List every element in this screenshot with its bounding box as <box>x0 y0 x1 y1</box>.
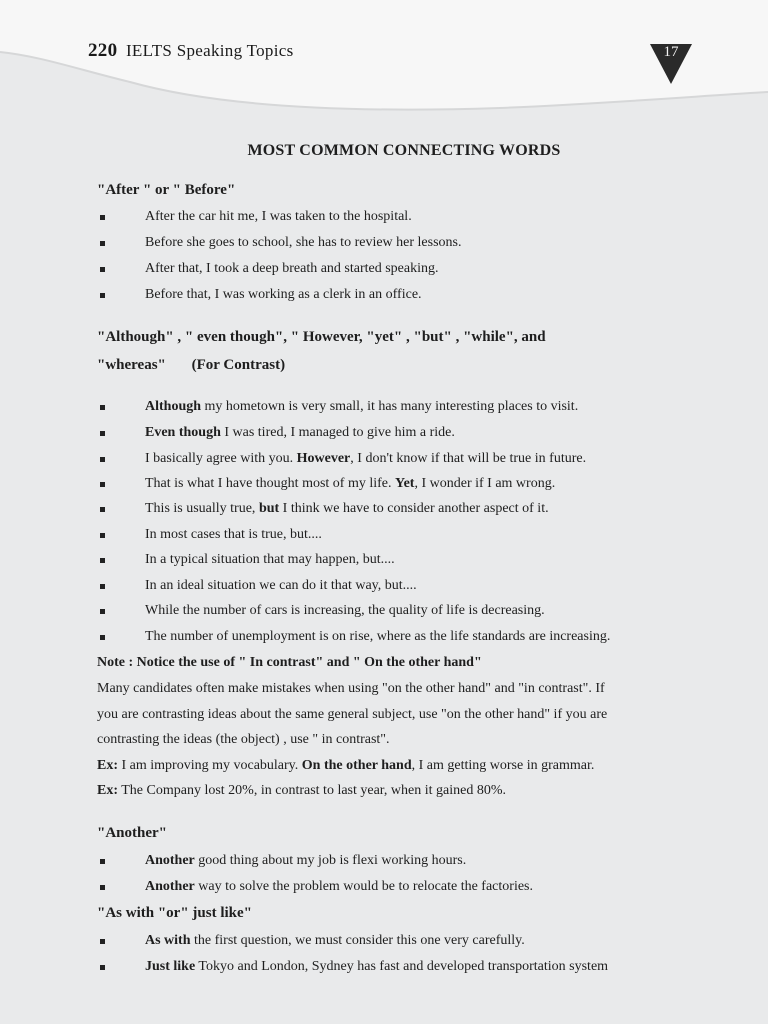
running-header <box>88 40 294 62</box>
note-paragraph-line: contrasting the ideas (the object) , use " in contrast". <box>97 732 390 747</box>
bullet-icon <box>100 457 105 462</box>
bullet-icon <box>100 609 105 614</box>
note-paragraph-line: Many candidates often make mistakes when using "on the other hand" and "in contrast". If <box>97 681 605 696</box>
bullet-icon <box>100 293 105 298</box>
note-heading: Note : Notice the use of " In contrast" and " On the other hand" <box>97 655 482 670</box>
bullet-icon <box>100 405 105 410</box>
example-line: Ex: I am improving my vocabulary. On the other hand, I am getting worse in grammar. <box>97 758 595 773</box>
bullet-icon <box>100 533 105 538</box>
bullet-icon <box>100 482 105 487</box>
page-title: MOST COMMON CONNECTING WORDS <box>247 142 561 159</box>
note-paragraph-line: you are contrasting ideas about the same general subject, use "on the other hand" if you are <box>97 707 608 722</box>
bullet-icon <box>100 241 105 246</box>
page-number: 220 <box>88 40 118 61</box>
section-heading-contrast-line2: "whereas" (For Contrast) <box>97 357 286 373</box>
section-heading-another: "Another" <box>97 825 167 841</box>
bullet-icon <box>100 267 105 272</box>
bullet-icon <box>100 507 105 512</box>
section-heading-contrast: "Although" , " even though", " However, "yet" , "but" , "while", and <box>97 329 546 345</box>
book-title: IELTS Speaking Topics <box>125 41 294 60</box>
section-heading-as-with: "As with "or" just like" <box>97 905 252 921</box>
bullet-icon <box>100 558 105 563</box>
chapter-number: 17 <box>663 44 679 60</box>
bullet-icon <box>100 939 105 944</box>
bullet-icon <box>100 215 105 220</box>
bullet-icon <box>100 885 105 890</box>
bullet-icon <box>100 431 105 436</box>
bullet-icon <box>100 859 105 864</box>
section-heading-after-before: "After " or " Before" <box>97 182 236 198</box>
bullet-icon <box>100 965 105 970</box>
bullet-icon <box>100 584 105 589</box>
bullet-icon <box>100 635 105 640</box>
example-line: Ex: The Company lost 20%, in contrast to last year, when it gained 80%. <box>97 783 506 798</box>
book-page: 220 IELTS Speaking Topics 17 MOST COMMON CONNECTING WORDS "After " or " Before" After the car hit me, I was taken to the hospital. Before she goes to school, she has to review her lessons. After that, I took a deep breath and started speaking. Before that, I was working as a clerk in an office. "Although" , " even though", " However, "yet" , "but" , "while", and "whereas" (For Contrast) Although my hometown is very small, it has many interesting places to visit. Even though I was tired, I managed to give him a ride. I basically agree with you. However, I don't know if that will be true in future. That is what I have thought most of my life. Yet, I wonder if I am wrong. This is usually true, but I think we have to consider another aspect of it. In most cases that is true, but.... In a typical situation that may happen, but.... In an ideal situation we can do it that way, but.... While the number of cars is increasing, the quality of life is decreasing. The number of unemployment is on rise, where as the life standards are increasing. Note : Notice the use of " In contrast" and " On the other hand" Many candidates often make mistakes when using "on the other hand" and "in contrast". If you are contrasting ideas about the same general subject, use "on the other hand" if you are contrasting the ideas (the object) , use " in contrast". Ex: I am improving my vocabulary. On the other hand, I am getting worse in grammar. Ex: The Company lost 20%, in contrast to last year, when it gained 80%. "Another" Another good thing about my job is flexi working hours. Another way to solve the problem would be to relocate the factories. "As with "or" just like" As with the first question, we must consider this one very carefully. Just like Tokyo and London, Sydney has fast and developed transportation system <box>0 0 768 1024</box>
